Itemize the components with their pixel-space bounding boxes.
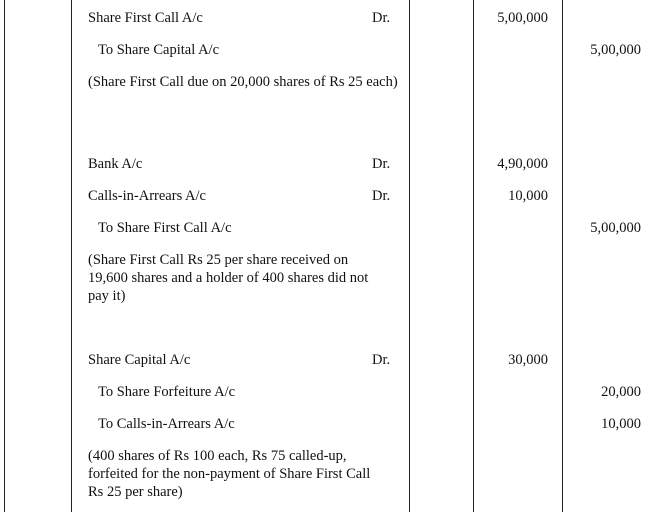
account-debit-line: Share First Call A/c [88,10,203,26]
column-divider-debit [473,0,474,512]
column-divider-credit [562,0,563,512]
credit-amount: 20,000 [601,384,641,400]
debit-amount: 30,000 [508,352,548,368]
account-debit-line: Share Capital A/c [88,352,191,368]
credit-amount: 5,00,000 [590,42,641,58]
account-debit-line: Bank A/c [88,156,143,172]
dr-marker: Dr. [372,10,391,26]
narration: (Share First Call Rs 25 per share received on 19,600 shares and a holder of 400 shares did not pay it) [88,252,369,304]
dr-marker: Dr. [372,156,391,172]
debit-amount: 10,000 [508,188,548,204]
narration: (Share First Call due on 20,000 shares of Rs 25 each) [88,74,398,90]
credit-amount: 10,000 [601,416,641,432]
account-credit-line: To Calls-in-Arrears A/c [98,416,235,432]
column-divider-lf [409,0,410,512]
account-credit-line: To Share First Call A/c [98,220,232,236]
column-divider-particulars [71,0,72,512]
account-debit-line: Calls-in-Arrears A/c [88,188,206,204]
credit-amount: 5,00,000 [590,220,641,236]
account-credit-line: To Share Forfeiture A/c [98,384,236,400]
account-credit-line: To Share Capital A/c [98,42,219,58]
dr-marker: Dr. [372,188,391,204]
debit-amount: 4,90,000 [497,156,548,172]
column-divider-date [4,0,5,512]
debit-amount: 5,00,000 [497,10,548,26]
narration: (400 shares of Rs 100 each, Rs 75 called-up, forfeited for the non-payment of Share First Call Rs 25 per share) [88,448,371,500]
dr-marker: Dr. [372,352,391,368]
